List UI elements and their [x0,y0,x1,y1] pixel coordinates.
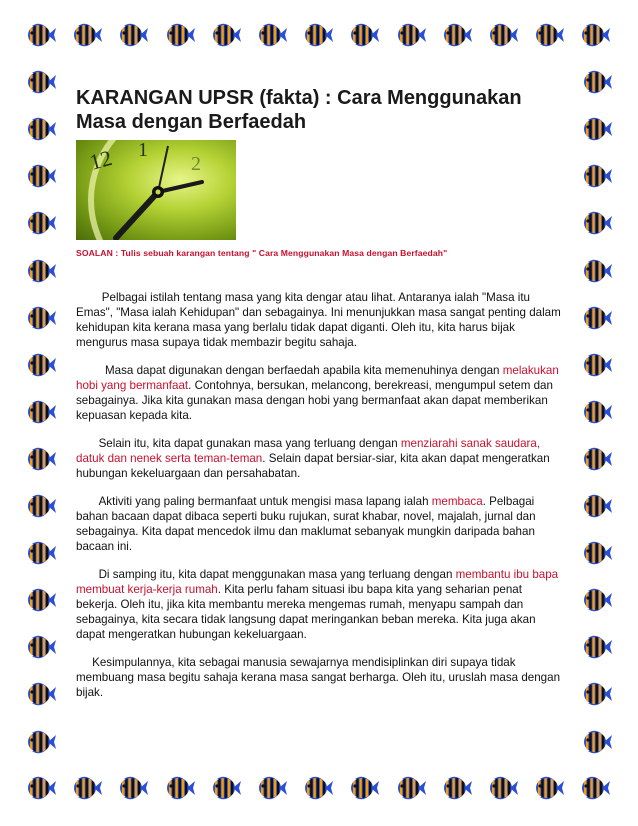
tropical-fish-icon [72,775,102,801]
paragraph [76,363,566,423]
tropical-fish-icon [26,775,56,801]
tropical-fish-icon [26,399,56,425]
paragraph [76,494,566,554]
tropical-fish-icon [26,634,56,660]
paragraph [76,567,566,642]
tropical-fish-icon [257,775,287,801]
paragraph-text: . Contohnya, bersukan, melancong, berekreasi, mengumpul setem dan sebagainya. Jika kita gunakan masa dengan hobi yang bermanfaat akan dapat memberikan kepuasan kepada kita. [76,379,557,422]
tropical-fish-icon [26,540,56,566]
tropical-fish-icon [488,775,518,801]
paragraph-text: . Pelbagai bahan bacaan dapat dibaca seperti buku rujukan, surat khabar, novel, majalah, jurnal dan sebagainya. Kita dapat mencedok ilmu dan maklumat sebanyak mungkin daripada bahan bacaan ini. [76,495,539,553]
tropical-fish-icon [396,775,426,801]
tropical-fish-icon [26,258,56,284]
tropical-fish-icon [582,305,612,331]
tropical-fish-icon [303,22,333,48]
paragraph-text: Selain itu, kita dapat gunakan masa yang terluang dengan [76,437,401,450]
tropical-fish-icon [349,775,379,801]
essay-paragraphs [76,290,566,700]
paragraph-text: . Selain dapat bersiar-siar, kita akan dapat mengeratkan hubungan kekeluargaan dan persahabatan. [76,452,553,480]
paragraph [76,655,566,700]
tropical-fish-icon [396,22,426,48]
tropical-fish-icon [26,69,56,95]
paragraph-text: Pelbagai istilah tentang masa yang kita dengar atau lihat. Antaranya ialah "Masa itu Emas", "Masa ialah Kehidupan" dan sebagainya. Ini menunjukkan masa sangat penting dalam kehidupan kita kerana masa yang berlalu tidak dapat diganti. Oleh itu, kita harus bijak mengurus masa supaya tidak membazir begitu sahaja. [76,291,565,349]
paragraph [76,436,566,481]
tropical-fish-icon [582,210,612,236]
tropical-fish-icon [582,352,612,378]
tropical-fish-icon [582,493,612,519]
tropical-fish-icon [582,163,612,189]
tropical-fish-icon [582,729,612,755]
tropical-fish-icon [582,69,612,95]
tropical-fish-icon [582,587,612,613]
tropical-fish-icon [580,775,610,801]
tropical-fish-icon [26,493,56,519]
tropical-fish-icon [534,22,564,48]
tropical-fish-icon [26,446,56,472]
tropical-fish-icon [26,305,56,331]
paragraph-text: Aktiviti yang paling bermanfaat untuk mengisi masa lapang ialah [76,495,432,508]
tropical-fish-icon [582,258,612,284]
tropical-fish-icon [257,22,287,48]
tropical-fish-icon [26,587,56,613]
highlighted-phrase: membantu ibu bapa membuat kerja-kerja rumah [76,568,562,596]
tropical-fish-icon [26,210,56,236]
tropical-fish-icon [442,775,472,801]
tropical-fish-icon [118,22,148,48]
clock-photo [76,140,236,240]
page-title: KARANGAN UPSR (fakta) : Cara Menggunakan Masa dengan Berfaedah [76,87,522,133]
tropical-fish-icon [26,729,56,755]
tropical-fish-icon [165,775,195,801]
tropical-fish-icon [26,681,56,707]
clock-icon [76,140,236,240]
tropical-fish-icon [442,22,472,48]
paragraph-text: Masa dapat digunakan dengan berfaedah apabila kita memenuhinya dengan [76,364,503,377]
svg-text:12: 12 [86,144,115,175]
tropical-fish-icon [303,775,333,801]
tropical-fish-icon [165,22,195,48]
tropical-fish-icon [488,22,518,48]
tropical-fish-icon [211,22,241,48]
document-body [76,86,566,713]
tropical-fish-icon [580,22,610,48]
tropical-fish-icon [211,775,241,801]
paragraph-text: Di samping itu, kita dapat menggunakan masa yang terluang dengan [76,568,456,581]
tropical-fish-icon [118,775,148,801]
tropical-fish-icon [534,775,564,801]
tropical-fish-icon [349,22,379,48]
tropical-fish-icon [582,116,612,142]
tropical-fish-icon [582,446,612,472]
tropical-fish-icon [26,22,56,48]
tropical-fish-icon [26,116,56,142]
paragraph-text: . Kita perlu faham situasi ibu bapa kita yang seharian penat bekerja. Oleh itu, jika kita membantu mereka mengemas rumah, menyapu sampah dan sebagainya, kita secara tidak langsung dapat meringankan beban mereka. Kita juga akan dapat mengeratkan hubungan kekeluargaan. [76,583,539,641]
tropical-fish-icon [582,634,612,660]
paragraph [76,290,566,350]
tropical-fish-icon [582,399,612,425]
tropical-fish-icon [26,163,56,189]
tropical-fish-icon [72,22,102,48]
svg-text:2: 2 [191,153,201,175]
tropical-fish-icon [26,352,56,378]
highlighted-phrase: menziarahi sanak saudara, datuk dan nenek serta teman-teman [76,437,544,465]
highlighted-phrase: membaca [431,495,483,508]
question-text: SOALAN : Tulis sebuah karangan tentang " Cara Menggunakan Masa dengan Berfaedah" [76,248,448,258]
paragraph-text: Kesimpulannya, kita sebagai manusia sewajarnya mendisiplinkan diri supaya tidak membuang masa begitu sahaja kerana masa sangat berharga. Oleh itu, uruslah masa dengan bijak. [76,656,564,699]
svg-text:1: 1 [138,140,148,161]
tropical-fish-icon [582,681,612,707]
highlighted-phrase: melakukan hobi yang bermanfaat [76,364,563,392]
tropical-fish-icon [582,540,612,566]
